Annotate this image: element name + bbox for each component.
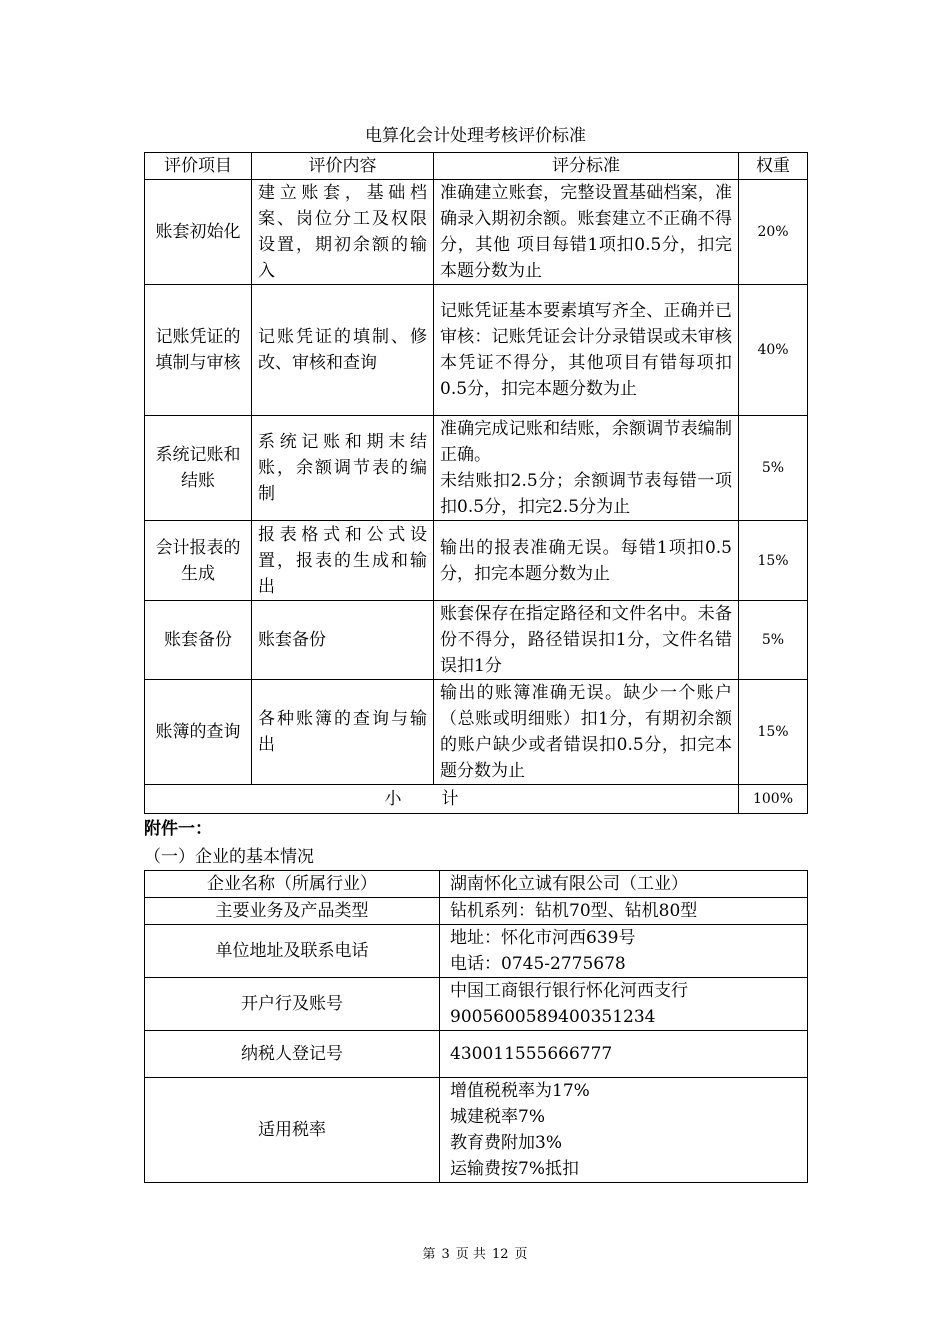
info-value: 地址：怀化市河西639号 电话：0745-2775678 (440, 925, 808, 978)
row-item: 系统记账和结账 (145, 416, 252, 521)
section-title: （一）企业的基本情况 (144, 847, 314, 867)
row-content: 系统记账和期末结账，余额调节表的编制 (252, 416, 434, 521)
table-row (145, 416, 808, 521)
row-weight: 5% (739, 416, 808, 521)
row-content: 建立账套，基础档案、岗位分工及权限设置，期初余额的输入 (252, 180, 434, 285)
table-header-row (145, 153, 808, 180)
info-value: 中国工商银行银行怀化河西支行 9005600589400351234 (440, 978, 808, 1031)
header-content: 评价内容 (252, 153, 434, 180)
info-label: 纳税人登记号 (145, 1031, 440, 1078)
row-item: 记账凭证的填制与审核 (145, 285, 252, 416)
row-weight: 5% (739, 601, 808, 680)
company-info-table (144, 870, 808, 1183)
info-label: 开户行及账号 (145, 978, 440, 1031)
header-weight: 权重 (739, 153, 808, 180)
row-weight: 15% (739, 521, 808, 601)
info-row (145, 978, 808, 1031)
info-label: 适用税率 (145, 1078, 440, 1183)
row-criteria: 记账凭证基本要素填写齐全、正确并已审核：记账凭证会计分录错误或未审核本凭证不得分，其他项目有错每项扣0.5分，扣完本题分数为止 (434, 285, 739, 416)
table-row (145, 180, 808, 285)
info-value: 湖南怀化立诚有限公司（工业） (440, 871, 808, 898)
info-row (145, 1031, 808, 1078)
table-row (145, 680, 808, 785)
info-value: 430011555666777 (440, 1031, 808, 1078)
footer-suffix: 页 (514, 1247, 528, 1262)
row-criteria: 准确完成记账和结账，余额调节表编制正确。 未结账扣2.5分；余额调节表每错一项扣0.5分，扣完2.5分为止 (434, 416, 739, 521)
info-label: 主要业务及产品类型 (145, 898, 440, 925)
row-item: 账套初始化 (145, 180, 252, 285)
info-value: 增值税税率为17% 城建税率7% 教育费附加3% 运输费按7%抵扣 (440, 1078, 808, 1183)
header-criteria: 评分标准 (434, 153, 739, 180)
row-item: 会计报表的生成 (145, 521, 252, 601)
table-row (145, 601, 808, 680)
page-footer (0, 1247, 950, 1263)
annex-title: 附件一： (144, 819, 212, 839)
row-criteria: 输出的账簿准确无误。缺少一个账户（总账或明细账）扣1分，有期初余额的账户缺少或者错误扣0.5分，扣完本题分数为止 (434, 680, 739, 785)
info-value: 钻机系列：钻机70型、钻机80型 (440, 898, 808, 925)
row-item: 账套备份 (145, 601, 252, 680)
table-row (145, 285, 808, 416)
info-label: 单位地址及联系电话 (145, 925, 440, 978)
row-weight: 40% (739, 285, 808, 416)
subtotal-row (145, 785, 808, 814)
footer-page-current: 3 (441, 1247, 450, 1262)
row-weight: 15% (739, 680, 808, 785)
info-row (145, 925, 808, 978)
row-criteria: 输出的报表准确无误。每错1项扣0.5分，扣完本题分数为止 (434, 521, 739, 601)
info-row (145, 1078, 808, 1183)
info-label: 企业名称（所属行业） (145, 871, 440, 898)
row-content: 各种账簿的查询与输出 (252, 680, 434, 785)
row-criteria: 准确建立账套，完整设置基础档案，准确录入期初余额。账套建立不正确不得分，其他 项目每错1项扣0.5分，扣完本题分数为止 (434, 180, 739, 285)
scoring-table (144, 152, 808, 814)
subtotal-label (145, 785, 739, 814)
row-content: 报表格式和公式设置，报表的生成和输出 (252, 521, 434, 601)
subtotal-label-text: 小计 (384, 789, 499, 809)
footer-page-total: 12 (491, 1247, 509, 1262)
header-item: 评价项目 (145, 153, 252, 180)
document-title: 电算化会计处理考核评价标准 (365, 126, 586, 146)
info-row (145, 871, 808, 898)
table-row (145, 521, 808, 601)
row-content: 账套备份 (252, 601, 434, 680)
footer-mid: 页 共 (455, 1247, 486, 1262)
row-item: 账簿的查询 (145, 680, 252, 785)
info-row (145, 898, 808, 925)
footer-prefix: 第 (422, 1247, 436, 1262)
subtotal-value: 100% (739, 785, 808, 814)
row-criteria: 账套保存在指定路径和文件名中。未备份不得分，路径错误扣1分，文件名错误扣1分 (434, 601, 739, 680)
row-weight: 20% (739, 180, 808, 285)
row-content: 记账凭证的填制、修改、审核和查询 (252, 285, 434, 416)
